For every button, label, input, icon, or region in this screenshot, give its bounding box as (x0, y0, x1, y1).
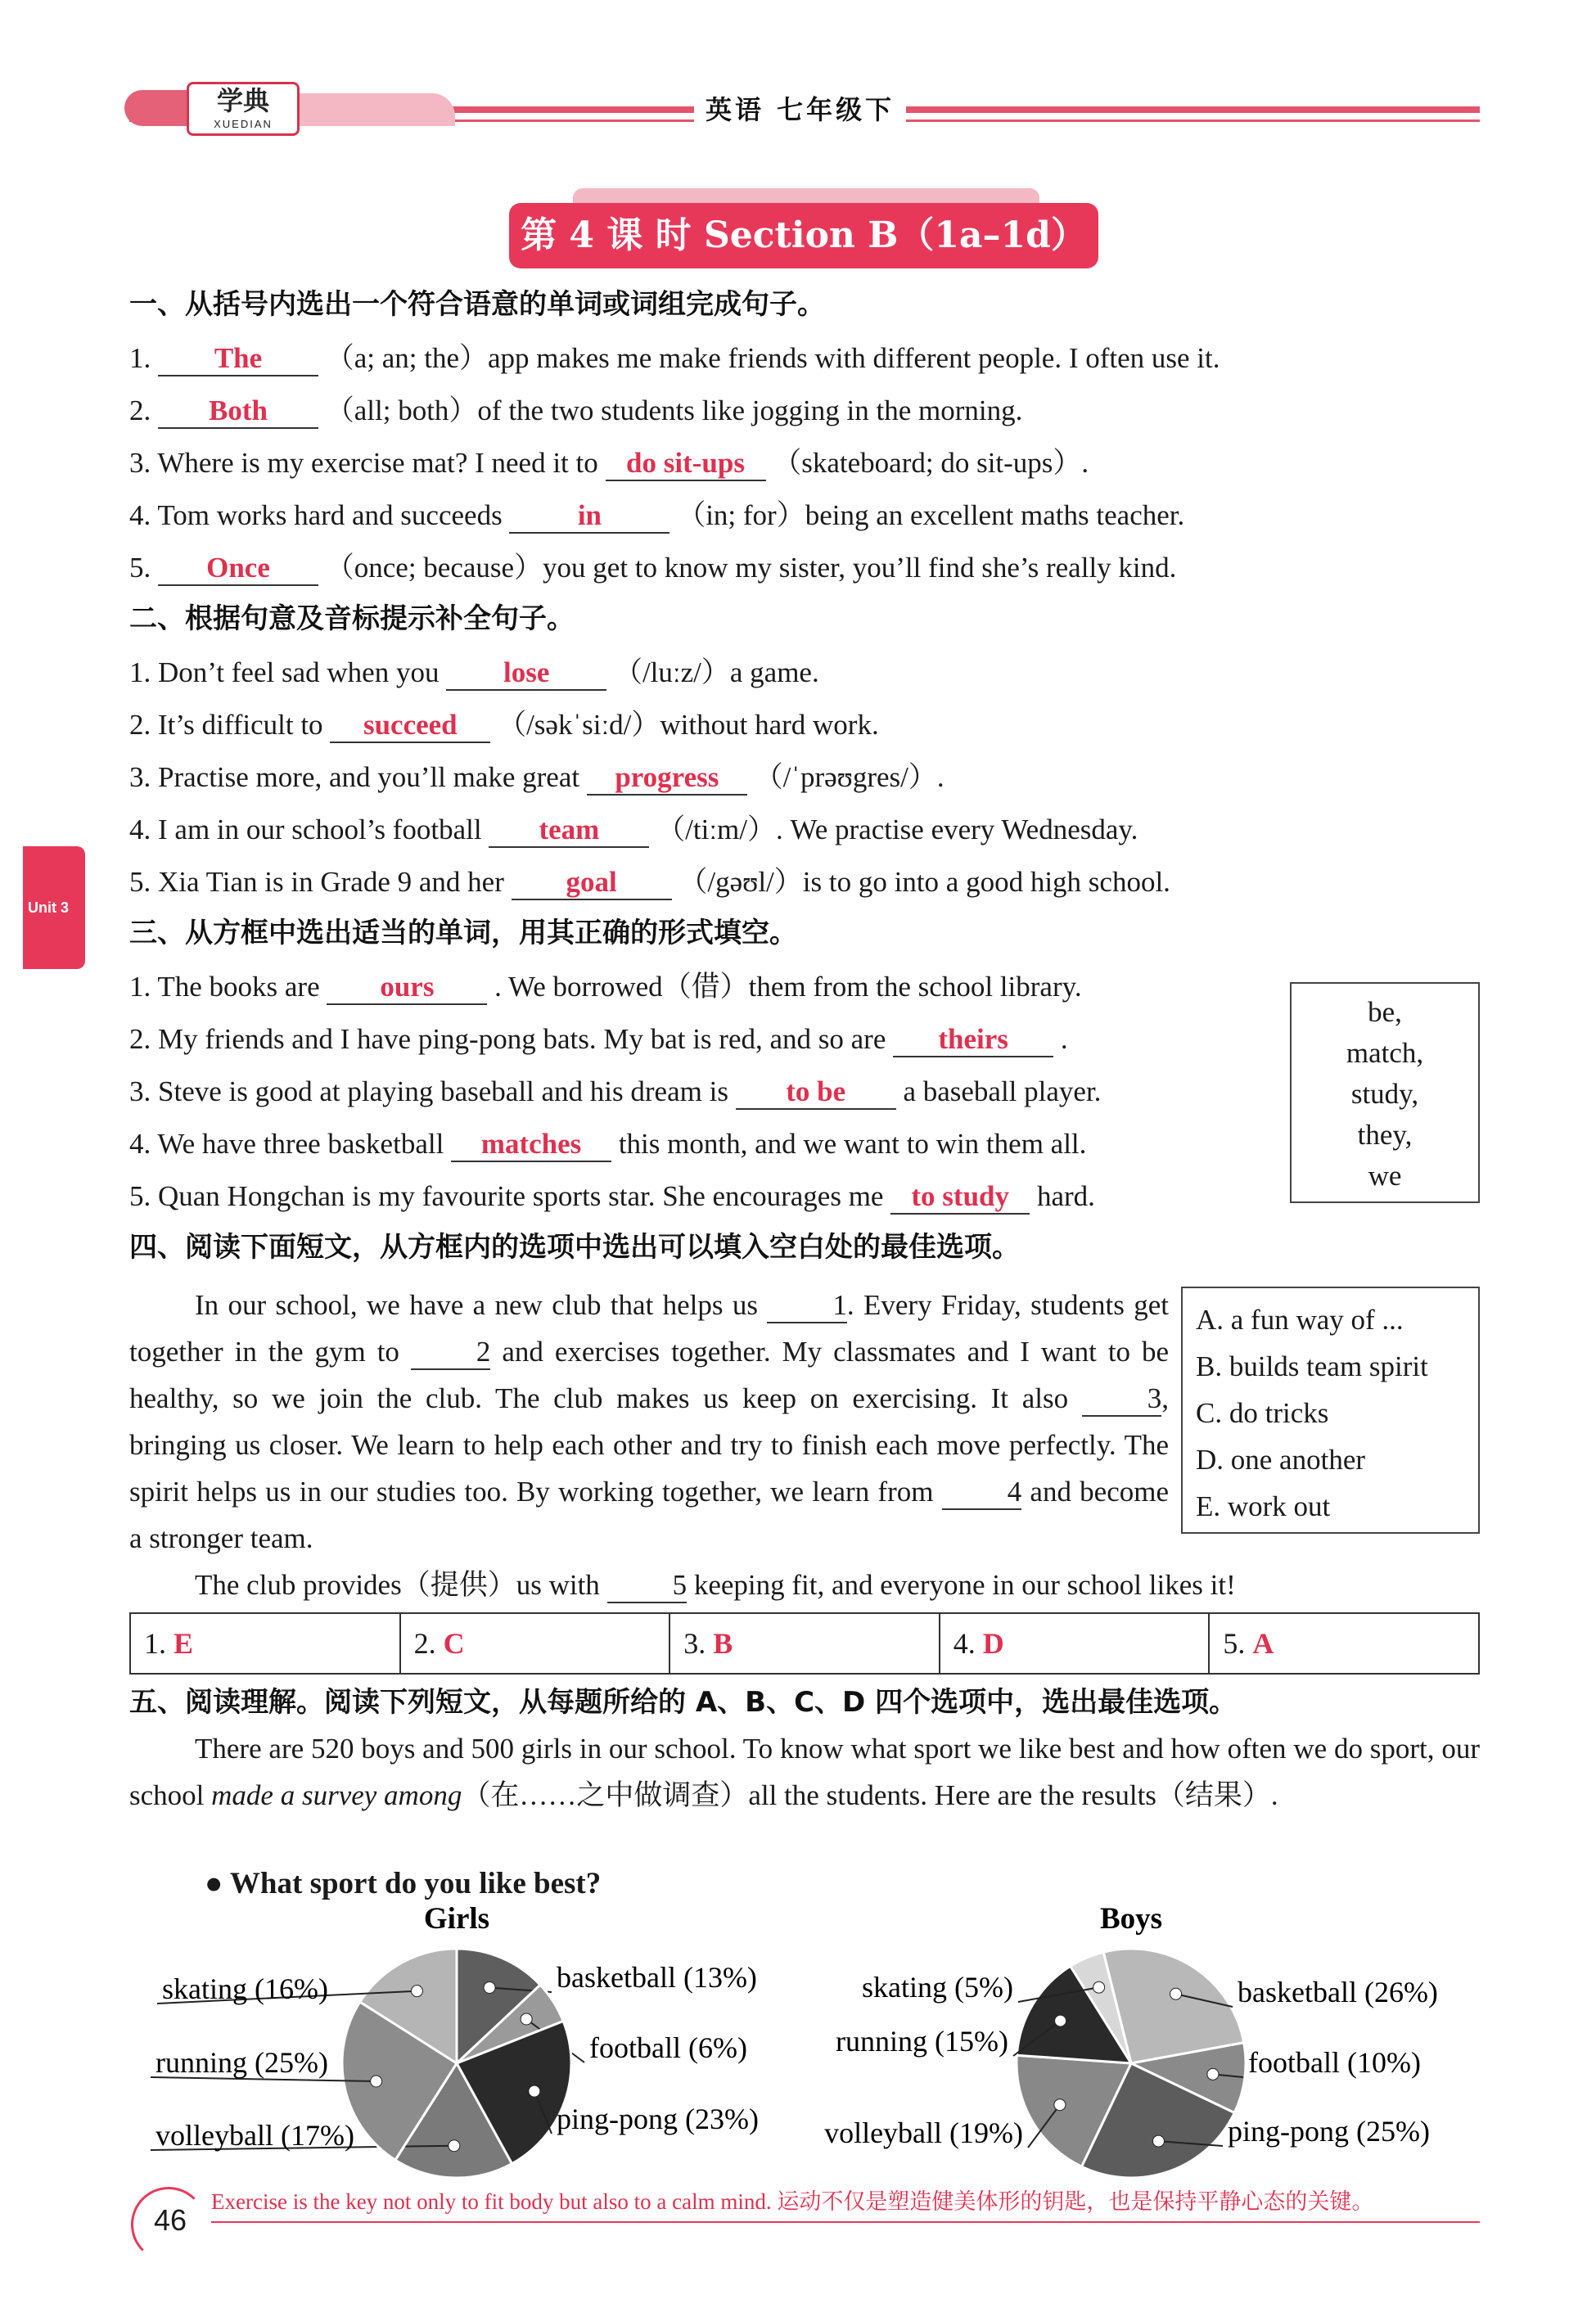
options-box (1181, 1287, 1480, 1534)
item-prefix: 2. (129, 394, 151, 426)
item-prefix: 5. Xia Tian is in Grade 9 and her (129, 866, 504, 898)
slice-label-ping-pong: ping-pong (25%) (1228, 2115, 1430, 2148)
slice-marker (1055, 2015, 1066, 2026)
passage-text: keeping fit, and everyone in our school likes it! (693, 1569, 1236, 1601)
slice-label-football: football (6%) (589, 2031, 747, 2064)
item-prefix: 4. We have three basketball (129, 1128, 444, 1160)
passage-text: The club provides（提供）us with (195, 1569, 600, 1601)
s2-item-2 (129, 705, 879, 745)
s2-item-3 (129, 758, 945, 797)
option-b: B. builds team spirit (1196, 1350, 1428, 1382)
passage-text: （在……之中做调查）all the students. Here are the results（结果）. (462, 1779, 1278, 1811)
slice-label-basketball: basketball (26%) (1238, 1976, 1438, 2008)
passage-italic: made a survey among (211, 1779, 462, 1811)
item-suffix: （once; because）you get to know my sister, you’ll find she’s really kind. (325, 552, 1177, 584)
answer-blank: progress (587, 761, 747, 796)
slice-label-running: running (15%) (836, 2025, 1008, 2058)
passage-text: and exercises together. My classmates and I want to be healthy, so we join the club. The club makes us keep on exercising. It also (129, 1336, 1170, 1414)
item-suffix: . We borrowed（借）them from the school library. (494, 971, 1082, 1003)
pie-charts (0, 1896, 1596, 2207)
word-bank-item: match, (1346, 1037, 1424, 1069)
slice-label-skating: skating (5%) (862, 1971, 1013, 2004)
pie-chart-boys (824, 1902, 1438, 2178)
slice-marker (1152, 2135, 1164, 2147)
item-prefix: 3. Practise more, and you’ll make great (129, 761, 580, 793)
slice-label-running: running (25%) (156, 2046, 328, 2079)
passage-paragraph-1 (129, 1282, 1169, 1562)
slice-label-skating: skating (16%) (162, 1972, 328, 2005)
slice-label-ping-pong: ping-pong (23%) (557, 2103, 759, 2135)
answer-blank: to study (890, 1180, 1030, 1215)
s3-item-5 (129, 1177, 1095, 1216)
item-suffix: hard. (1036, 1180, 1095, 1212)
answer-cell (1210, 1614, 1478, 1673)
section-1-heading: 一、从括号内选出一个符合语意的单词或词组完成句子。 (129, 288, 825, 321)
brand-logo (187, 82, 300, 136)
option-c: C. do tricks (1196, 1397, 1329, 1429)
blank-3: 3 (1082, 1382, 1162, 1417)
answer-number: 4. (953, 1627, 976, 1660)
blank-1: 1 (767, 1289, 847, 1323)
lesson-title: 第 4 课 时 Section B（1a–1d） (509, 203, 1098, 268)
answer-value: E (174, 1627, 194, 1660)
answer-blank: Once (158, 552, 318, 586)
item-suffix: （in; for）being an excellent maths teacher. (677, 499, 1185, 531)
answer-blank: The (158, 342, 318, 376)
item-suffix: （all; both）of the two students like jogging in the morning. (325, 394, 1023, 426)
item-suffix: . (1060, 1023, 1068, 1055)
s1-item-4 (129, 496, 1184, 535)
unit-label: Unit 3 (28, 899, 70, 916)
s1-item-5 (129, 548, 1176, 588)
chart-question: ● What sport do you like best? (205, 1867, 602, 1900)
slice-marker (484, 1981, 495, 1993)
answer-value: C (443, 1627, 465, 1660)
item-prefix: 1. Don’t feel sad when you (129, 656, 440, 688)
s3-item-4 (129, 1125, 1086, 1164)
item-prefix: 1. (129, 342, 151, 374)
item-prefix: 2. My friends and I have ping-pong bats. My bat is red, and so are (129, 1023, 886, 1055)
answer-blank: matches (451, 1128, 611, 1162)
item-suffix: a baseball player. (903, 1075, 1102, 1107)
slice-label-football: football (10%) (1248, 2046, 1421, 2079)
item-prefix: 3. Steve is good at playing baseball and his dream is (129, 1075, 728, 1107)
footer-divider (211, 2221, 1480, 2223)
answer-number: 3. (683, 1627, 706, 1660)
item-suffix: （/luːz/）a game. (613, 656, 819, 688)
slice-marker (411, 1986, 422, 1997)
item-suffix: （skateboard; do sit-ups）. (773, 447, 1089, 479)
option-e: E. work out (1196, 1490, 1331, 1522)
word-bank-item: they, (1357, 1119, 1413, 1151)
passage-text: , bringing us closer. We learn to help each other and try to finish each move perfectly. The spirit helps us in our studies too. By working together, we learn from (129, 1382, 1170, 1508)
item-suffix: （/gəʊl/）is to go into a good high school. (679, 866, 1170, 898)
item-suffix: this month, and we want to win them all. (618, 1128, 1087, 1160)
word-bank-item: study, (1350, 1078, 1419, 1110)
chart-title: Boys (1099, 1902, 1163, 1936)
blank-4: 4 (942, 1476, 1022, 1510)
answer-cell (670, 1614, 940, 1673)
word-bank-item: we (1368, 1160, 1402, 1192)
slice-marker (1054, 2099, 1066, 2111)
s1-item-2 (129, 391, 1022, 430)
blank-5: 5 (607, 1569, 688, 1603)
answer-cell (401, 1614, 671, 1673)
section-2-heading: 二、根据句意及音标提示补全句子。 (129, 602, 575, 635)
s2-item-4 (129, 810, 1138, 850)
s3-item-1 (129, 967, 1082, 1007)
item-suffix: （/səkˈsiːd/）without hard work. (498, 709, 879, 741)
section-5-heading: 五、阅读理解。阅读下列短文，从每题所给的 A、B、C、D 四个选项中，选出最佳选项。 (129, 1686, 1238, 1719)
option-a: A. a fun way of ... (1196, 1304, 1404, 1336)
word-bank-box (1290, 982, 1480, 1203)
slice-label-volleyball: volleyball (17%) (156, 2119, 354, 2152)
answer-blank: ours (327, 971, 487, 1005)
answer-blank: lose (446, 656, 606, 691)
answer-value: B (713, 1627, 733, 1660)
item-prefix: 4. Tom works hard and succeeds (129, 499, 503, 531)
item-suffix: （/tiːm/）. We practise every Wednesday. (656, 814, 1138, 845)
word-bank-item: be, (1368, 996, 1402, 1028)
passage-text: There are 520 boys and 500 girls in our school. To know what sport we like best and how often we do sport, our school (129, 1733, 1480, 1811)
header-ribbon (300, 93, 455, 126)
answer-blank: to be (736, 1075, 896, 1110)
answer-number: 1. (144, 1627, 166, 1660)
section-3-heading: 三、从方框中选出适当的单词，用其正确的形式填空。 (129, 917, 797, 949)
option-d: D. one another (1196, 1444, 1366, 1476)
slice-label-volleyball: volleyball (19%) (824, 2116, 1023, 2149)
passage-text: and become a stronger team. (129, 1476, 1169, 1554)
passage-paragraph-2 (129, 1562, 1480, 1608)
item-prefix: 1. The books are (129, 971, 320, 1003)
answer-blank: do sit-ups (606, 447, 766, 481)
logo-subtext: XUEDIAN (214, 118, 273, 130)
item-suffix: （a; an; the）app makes me make friends with different people. I often use it. (325, 342, 1220, 374)
s2-item-1 (129, 653, 819, 692)
item-prefix: 4. I am in our school’s football (129, 814, 482, 845)
page-number: 46 (154, 2203, 187, 2237)
slice-marker (449, 2140, 460, 2152)
subject-title: 英语 七年级下 (694, 93, 906, 126)
slice-marker (1207, 2068, 1219, 2080)
slice-marker (371, 2076, 382, 2087)
slice-marker (521, 2013, 532, 2025)
passage-text: In our school, we have a new club that helps us (195, 1289, 759, 1321)
answer-cell (940, 1614, 1211, 1673)
answer-blank: theirs (893, 1023, 1053, 1057)
logo-text: 学典 (216, 85, 269, 116)
answer-blank: Both (158, 394, 318, 429)
passage-text: . Every Friday, students get together in the gym to (129, 1289, 1169, 1368)
item-prefix: 5. (129, 552, 151, 584)
item-prefix: 5. Quan Hongchan is my favourite sports star. She encourages me (129, 1180, 884, 1212)
s3-item-2 (129, 1020, 1068, 1059)
survey-paragraph (129, 1725, 1480, 1819)
slice-label-basketball: basketball (13%) (557, 1961, 757, 1994)
answer-table (129, 1612, 1480, 1675)
answer-blank: team (489, 814, 649, 848)
section-4-heading: 四、阅读下面短文，从方框内的选项中选出可以填入空白处的最佳选项。 (129, 1231, 1020, 1264)
pie-chart-girls (151, 1902, 759, 2178)
unit-side-tab (23, 846, 85, 969)
answer-blank: succeed (330, 709, 490, 743)
chart-title: Girls (423, 1902, 490, 1936)
item-prefix: 2. It’s difficult to (129, 709, 323, 741)
wing-icon (124, 90, 192, 126)
s1-item-1 (129, 339, 1220, 378)
answer-cell (131, 1614, 401, 1673)
answer-value: D (982, 1627, 1004, 1660)
slice-marker (1170, 1988, 1182, 1999)
slice-marker (529, 2085, 540, 2097)
answer-blank: in (509, 499, 670, 534)
footer-motto: Exercise is the key not only to fit body but also to a calm mind. 运动不仅是塑造健美体形的钥匙，也是保持平静心态的关键。 (211, 2189, 1374, 2214)
answer-blank: goal (512, 866, 672, 900)
s1-item-3 (129, 444, 1089, 483)
item-suffix: （/ˈprəʊgres/）. (754, 761, 945, 793)
answer-number: 5. (1223, 1627, 1246, 1660)
answer-number: 2. (413, 1627, 436, 1660)
s3-item-3 (129, 1072, 1101, 1111)
s2-item-5 (129, 863, 1170, 902)
blank-2: 2 (411, 1336, 491, 1370)
slice-marker (1093, 1981, 1105, 1993)
item-prefix: 3. Where is my exercise mat? I need it to (129, 447, 598, 479)
page-header (129, 79, 1480, 149)
answer-value: A (1252, 1627, 1274, 1660)
